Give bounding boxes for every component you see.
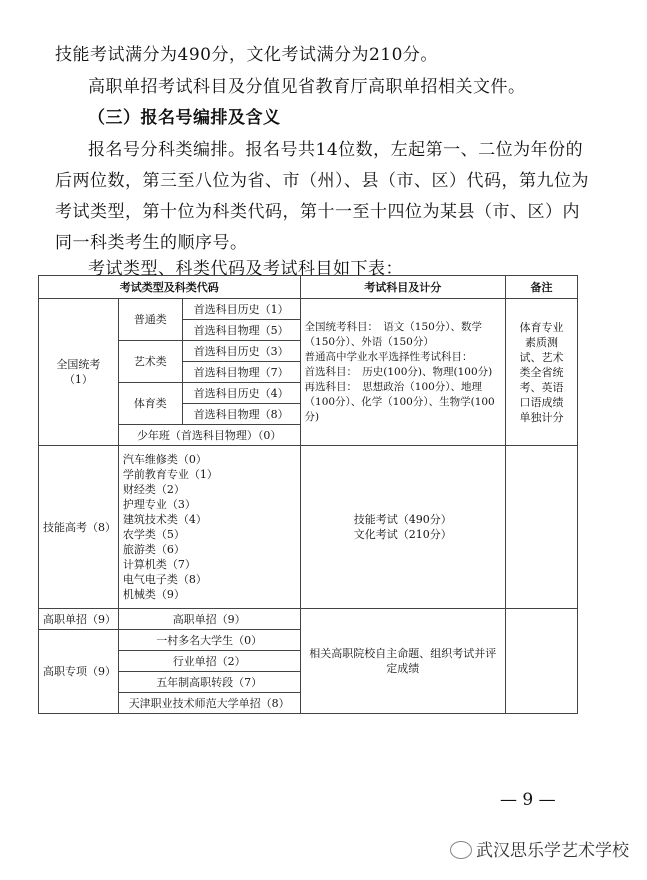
zhuanxiang-note (506, 609, 578, 714)
subjects-line: 再选科目： 思想政治（100分）、地理（100分）、化学（100分）、生物学(100分) (304, 380, 495, 423)
header-type-code: 考试类型及科类代码 (39, 276, 301, 299)
danzhao-sub: 高职单招（9） (118, 609, 300, 630)
sub-code: 首选科目历史（1） (182, 299, 300, 320)
list-item: 学前教育专业（1） (122, 468, 218, 481)
type-zhuanxiang: 高职专项（9） (39, 630, 119, 714)
paragraph-score-totals: 技能考试满分为490分，文化考试满分为210分。 (55, 45, 438, 65)
table-header-row (39, 276, 578, 299)
group-yishu: 艺术类 (118, 341, 182, 383)
list-item: 农学类（5） (122, 528, 185, 541)
type-danzhao: 高职单招（9） (39, 609, 119, 630)
zhuanxiang-subjects: 相关高职院校自主命题、组织考试并评定成绩 (300, 609, 506, 714)
group-tiyu: 体育类 (118, 383, 182, 425)
table-row (39, 299, 578, 320)
list-item: 计算机类（7） (122, 558, 196, 571)
wechat-icon (450, 841, 472, 859)
jineng-subjects (300, 446, 506, 609)
page-number: — 9 — (500, 790, 556, 810)
sub-code: 天津职业技术师范大学单招（8） (118, 693, 300, 714)
paragraph-registration-number: 报名号分科类编排。报名号共14位数，左起第一、二位为年份的后两位数，第三至八位为省、市（州）、县（市、区）代码，第九位为考试类型，第十位为科类代码，第十一至十四位为某县（市、区）内同一科类考生的顺序号。 (55, 140, 589, 253)
type-quanguo: 全国统考 （1） (39, 299, 119, 446)
subjects-line: 技能考试（490分） (353, 513, 452, 526)
jineng-note (506, 446, 578, 609)
list-item: 旅游类（6） (122, 543, 185, 556)
shaonian-ban: 少年班（首选科目物理）（0） (118, 425, 300, 446)
list-item: 财经类（2） (122, 483, 185, 496)
subjects-line: 文化考试（210分） (353, 528, 452, 541)
sub-code: 一村多名大学生（0） (118, 630, 300, 651)
quanguo-note: 体育专业素质测试、艺术类全省统考、英语口语成绩单独计分 (506, 299, 578, 446)
list-item: 建筑技术类（4） (122, 513, 207, 526)
subjects-line: 首选科目： 历史(100分)、物理(100分) (304, 365, 493, 378)
sub-code: 行业单招（2） (118, 651, 300, 672)
sub-code: 五年制高职转段（7） (118, 672, 300, 693)
paragraph-danzhao-note: 高职单招考试科目及分值见省教育厅高职单招相关文件。 (88, 77, 526, 97)
sub-code: 首选科目历史（4） (182, 383, 300, 404)
type-jineng: 技能高考（8） (39, 446, 119, 609)
sub-code: 首选科目物理（7） (182, 362, 300, 383)
list-item: 机械类（9） (122, 588, 185, 601)
header-note: 备注 (506, 276, 578, 299)
watermark-text: 武汉思乐学艺术学校 (476, 841, 629, 861)
subjects-line: 全国统考科目： 语文（150分）、数学（150分）、外语（150分） (304, 320, 483, 348)
header-subjects: 考试科目及计分 (300, 276, 506, 299)
sub-code: 首选科目历史（3） (182, 341, 300, 362)
sub-code: 首选科目物理（5） (182, 320, 300, 341)
jineng-categories (118, 446, 300, 609)
list-item: 护理专业（3） (122, 498, 196, 511)
exam-type-table (38, 275, 578, 714)
group-putong: 普通类 (118, 299, 182, 341)
section-heading: （三）报名号编排及含义 (88, 108, 281, 128)
table-row (39, 446, 578, 609)
quanguo-subjects (300, 299, 506, 446)
paragraph-table-intro: 考试类型、科类代码及考试科目如下表： (88, 259, 403, 279)
list-item: 电气电子类（8） (122, 573, 207, 586)
table-row (39, 609, 578, 630)
watermark (450, 836, 629, 861)
sub-code: 首选科目物理（8） (182, 404, 300, 425)
list-item: 汽车维修类（0） (122, 453, 207, 466)
subjects-line: 普通高中学业水平选择性考试科目： (304, 350, 473, 363)
